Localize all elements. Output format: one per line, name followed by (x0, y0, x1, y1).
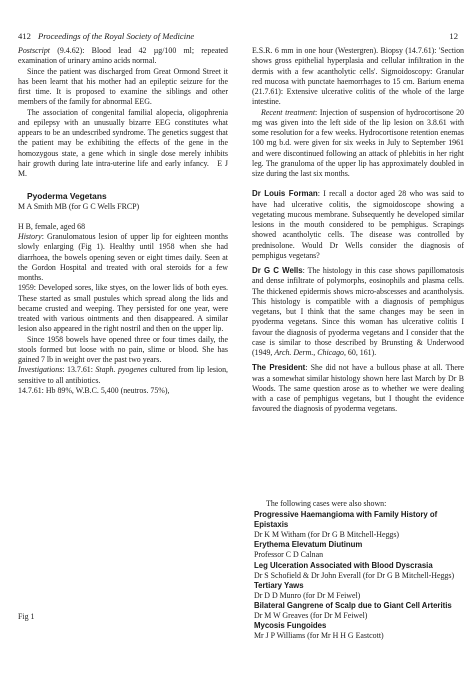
year-1959-paragraph: 1959: Developed sores, like styes, on the lower lids of both eyes. These started as small pustules which spread along the lids and became crusted and weeping. They persisted for one year, were treated with various ointments and then disappeared. A similar lesion also appeared in the right nostril and then on the upper lip. (18, 283, 228, 334)
case-title: Tertiary Yaws (254, 580, 304, 590)
bowels-paragraph: Since 1958 bowels have opened three or four times daily, the stools formed but loose with no pain, slime or blood. She has gained 7 lb in weight over the past two years. (18, 334, 228, 364)
other-cases-list (254, 499, 464, 641)
investigations-paragraph: Investigations: 13.7.61: Staph. pyogenes cultured from lip lesion, sensitive to all antibiotics. (18, 365, 228, 385)
case-presenter: Mr J P Williams (for Mr H H G Eastcott) (254, 631, 384, 641)
case-presenter: Dr S Schofield & Dr John Everall (for Dr G B Mitchell-Heggs) (254, 570, 455, 580)
history-paragraph: History: Granulomatous lesion of upper lip for eighteen months slowly enlarging (Fig 1). Healthy until 1958 when she had diarrhoea, the bowels opening seven or eight times daily. Seen at the Gordon Hospital and treated with oral steroids for a few months. (18, 232, 228, 282)
section-title: Pyoderma Vegetans (27, 191, 107, 202)
left-column (18, 46, 228, 396)
case-title: Erythema Elevatum Diutinum (254, 540, 363, 550)
discharge-paragraph: Since the patient was discharged from Great Ormond Street it has been learnt that his mother had an epileptic seizure for the first time. It is proposed to examine the siblings and other members of the family for abnormal EEG. (18, 66, 228, 107)
case-title: Progressive Haemangioma with Family History of Epistaxis (254, 510, 438, 530)
author-initials: E J M. (18, 158, 228, 178)
case-presenter: Dr D D Munro (for Dr M Feiwel) (254, 590, 361, 600)
section-number: 12 (449, 31, 458, 41)
case-title: Mycosis Fungoides (254, 621, 327, 631)
patient-line: H B, female, aged 68 (18, 221, 86, 231)
running-header (18, 31, 458, 43)
case-presenter: Dr K M Witham (for Dr G B Mitchell-Heggs) (254, 530, 400, 540)
forman-discussion: Dr Louis Forman: I recall a doctor aged 28 who was said to have had ulcerative colitis, the sigmoidoscope showing a vegetating mucous membrane. Subsequently he developed similar lesions in the mouth considered to be pemphigus. Scrapings showed acantholytic cells. The disease was controlled by prednisolone. Would Dr Wells consider the diagnosis of pemphigus vegetans? (252, 189, 464, 260)
wells-discussion: Dr G C Wells: The histology in this case shows papillomatosis and dense infiltrate of polymorphs, eosinophils and plasma cells. The thickened epidermis shows micro-abscesses and acantholysis. This histology is compatible with a diagnosis of pemphigus vegetans, but I think that the same changes may be seen in pyoderma vegetans. Since this woman has ulcerative colitis I favour the diagnosis of pyoderma vegetans and I consider that the case is similar to those described by Brunsting & Underwood (1949, Arch. Derm., Chicago, 60, 161). (252, 266, 464, 357)
treatment-paragraph: Recent treatment: Injection of suspension of hydrocortisone 20 mg was given into the left side of the lip lesion on 3.8.61 with some resolution for a few weeks. Hydrocortisone retention enemas 100 mg b.d. were given for six weeks in July to September 1961 and were discontinued following an attack of phlebitis in her right leg. The granuloma of the upper lip has approximately doubled in size during the last six months. (252, 107, 465, 178)
journal-title: Proceedings of the Royal Society of Medicine (38, 31, 195, 41)
right-column (252, 46, 464, 415)
case-presenter: Professor C D Calnan (254, 550, 324, 560)
esr-paragraph: E.S.R. 6 mm in one hour (Westergren). Biopsy (14.7.61): 'Section shows gross epithelial hyperplasia and cellular infiltration in the dermis with a few acantholytic cells'. Sigmoidoscopy: Granular red mucosa with punctate haemorrhages to 15 cm. Barium enema (21.7.61): Extensive ulcerative colitis of the whole of the large intestine. (252, 46, 464, 107)
case-title: Leg Ulceration Associated with Blood Dyscrasia (254, 560, 433, 570)
postscript-paragraph: Postscript (9.4.62): Blood lead 42 µg/100 ml; repeated examination of urinary amino acids normal. (18, 46, 228, 66)
page-number: 412 (18, 31, 31, 41)
president-discussion: The President: She did not have a bullous phase at all. There was a somewhat similar histology shown here last March by Dr B Woods. The same question arose as to whether we were dealing with a case of pemphigus vegetans, but I thought the evidence favoured the diagnosis of pyoderma vegetans. (252, 363, 464, 414)
figure-caption: Fig 1 (18, 612, 35, 621)
cases-intro: The following cases were also shown: (266, 499, 387, 508)
section-author: M A Smith MB (for G C Wells FRCP) (18, 201, 140, 211)
case-title: Bilateral Gangrene of Scalp due to Giant Cell Arteritis (254, 600, 452, 610)
blood-count-line: 14.7.61: Hb 89%, W.B.C. 5,400 (neutros. 75%), (18, 385, 170, 395)
conclusion-paragraph: The association of congenital familial alopecia, oligophrenia and epilepsy with an unusually bizarre EEG constitutes what appears to be an undescribed syndrome. The genetics suggest that the patient may be exhibiting the effects of the gene in the homozygous state, a gene which in single dose merely inhibits hair growth during late intra-uterine life and early infancy. E J M. (18, 107, 228, 178)
case-presenter: Dr M W Greaves (for Dr M Feiwel) (254, 611, 368, 621)
